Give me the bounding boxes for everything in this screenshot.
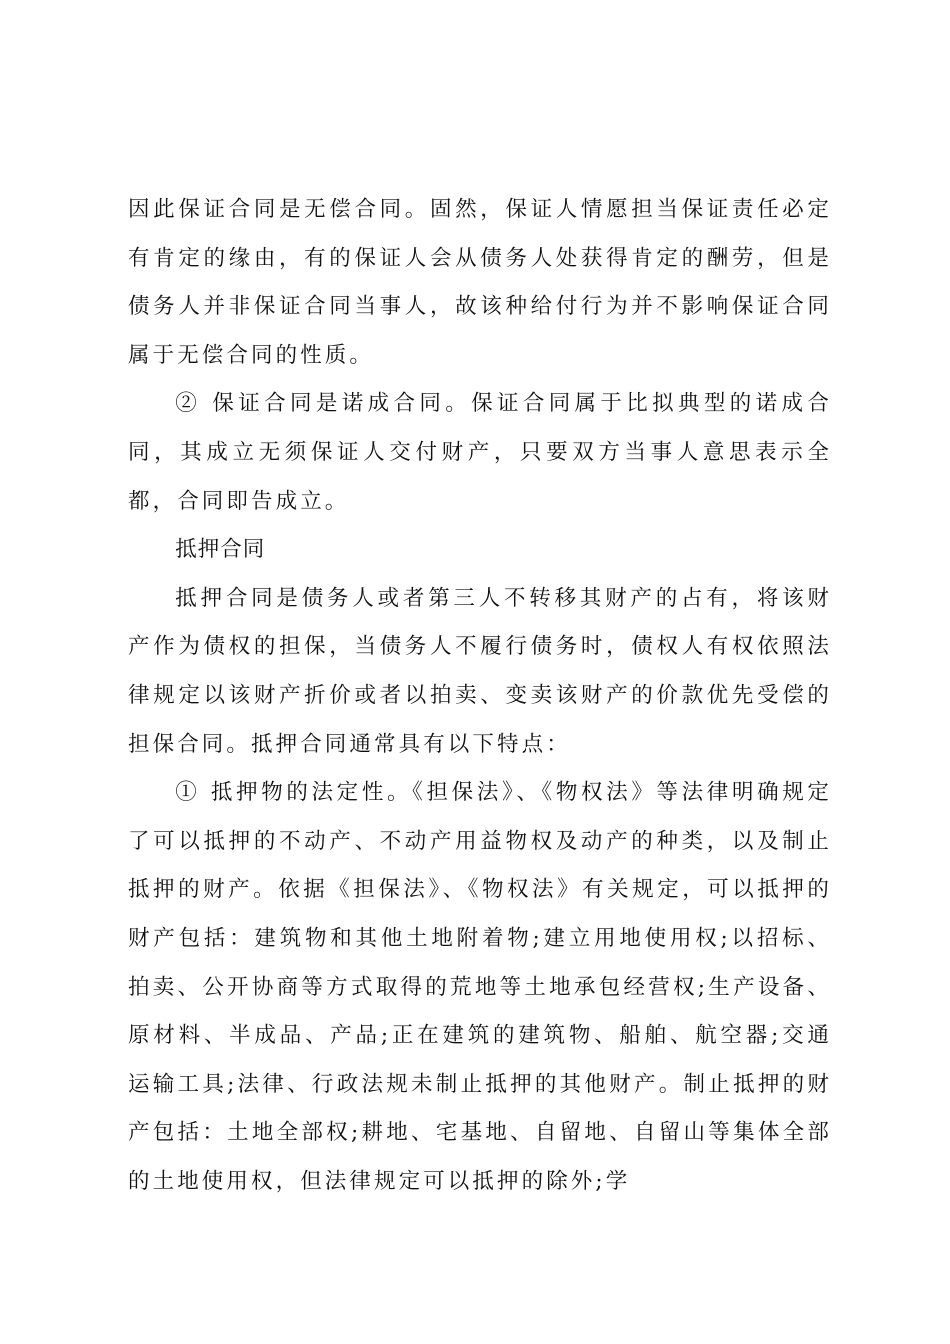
paragraph-mortgage-statutory: ① 抵押物的法定性。《担保法》、《物权法》等法律明确规定了可以抵押的不动产、不动产用益物权及动产的种类，以及制止抵押的财产。依据《担保法》、《物权法》有关规定，可以抵押的财产包括：建筑物和其他土地附着物;建立用地使用权;以招标、拍卖、公开协商等方式取得的荒地等土地承包经营权;生产设备、原材料、半成品、产品;正在建筑的建筑物、船舶、航空器;交通运输工具;法律、行政法规未制止抵押的其他财产。制止抵押的财产包括：土地全部权;耕地、宅基地、自留地、自留山等集体全部的土地使用权，但法律规定可以抵押的除外;学 — [128, 780, 832, 1194]
document-body — [128, 186, 832, 1206]
section-heading-mortgage-contract: 抵押合同 — [175, 537, 266, 563]
paragraph-guarantee-gratuitous: 因此保证合同是无偿合同。固然，保证人情愿担当保证责任必定有肯定的缘由，有的保证人会从债务人处获得肯定的酬劳，但是债务人并非保证合同当事人，故该种给付行为并不影响保证合同属于无偿合同的性质。 — [128, 197, 832, 368]
paragraph-mortgage-definition: 抵押合同是债务人或者第三人不转移其财产的占有，将该财产作为债权的担保，当债务人不履行债务时，债权人有权依照法律规定以该财产折价或者以拍卖、变卖该财产的价款优先受偿的担保合同。抵押合同通常具有以下特点： — [128, 585, 832, 757]
paragraph-guarantee-consensual: ② 保证合同是诺成合同。保证合同属于比拟典型的诺成合同，其成立无须保证人交付财产，只要双方当事人意思表示全都，合同即告成立。 — [128, 391, 832, 514]
